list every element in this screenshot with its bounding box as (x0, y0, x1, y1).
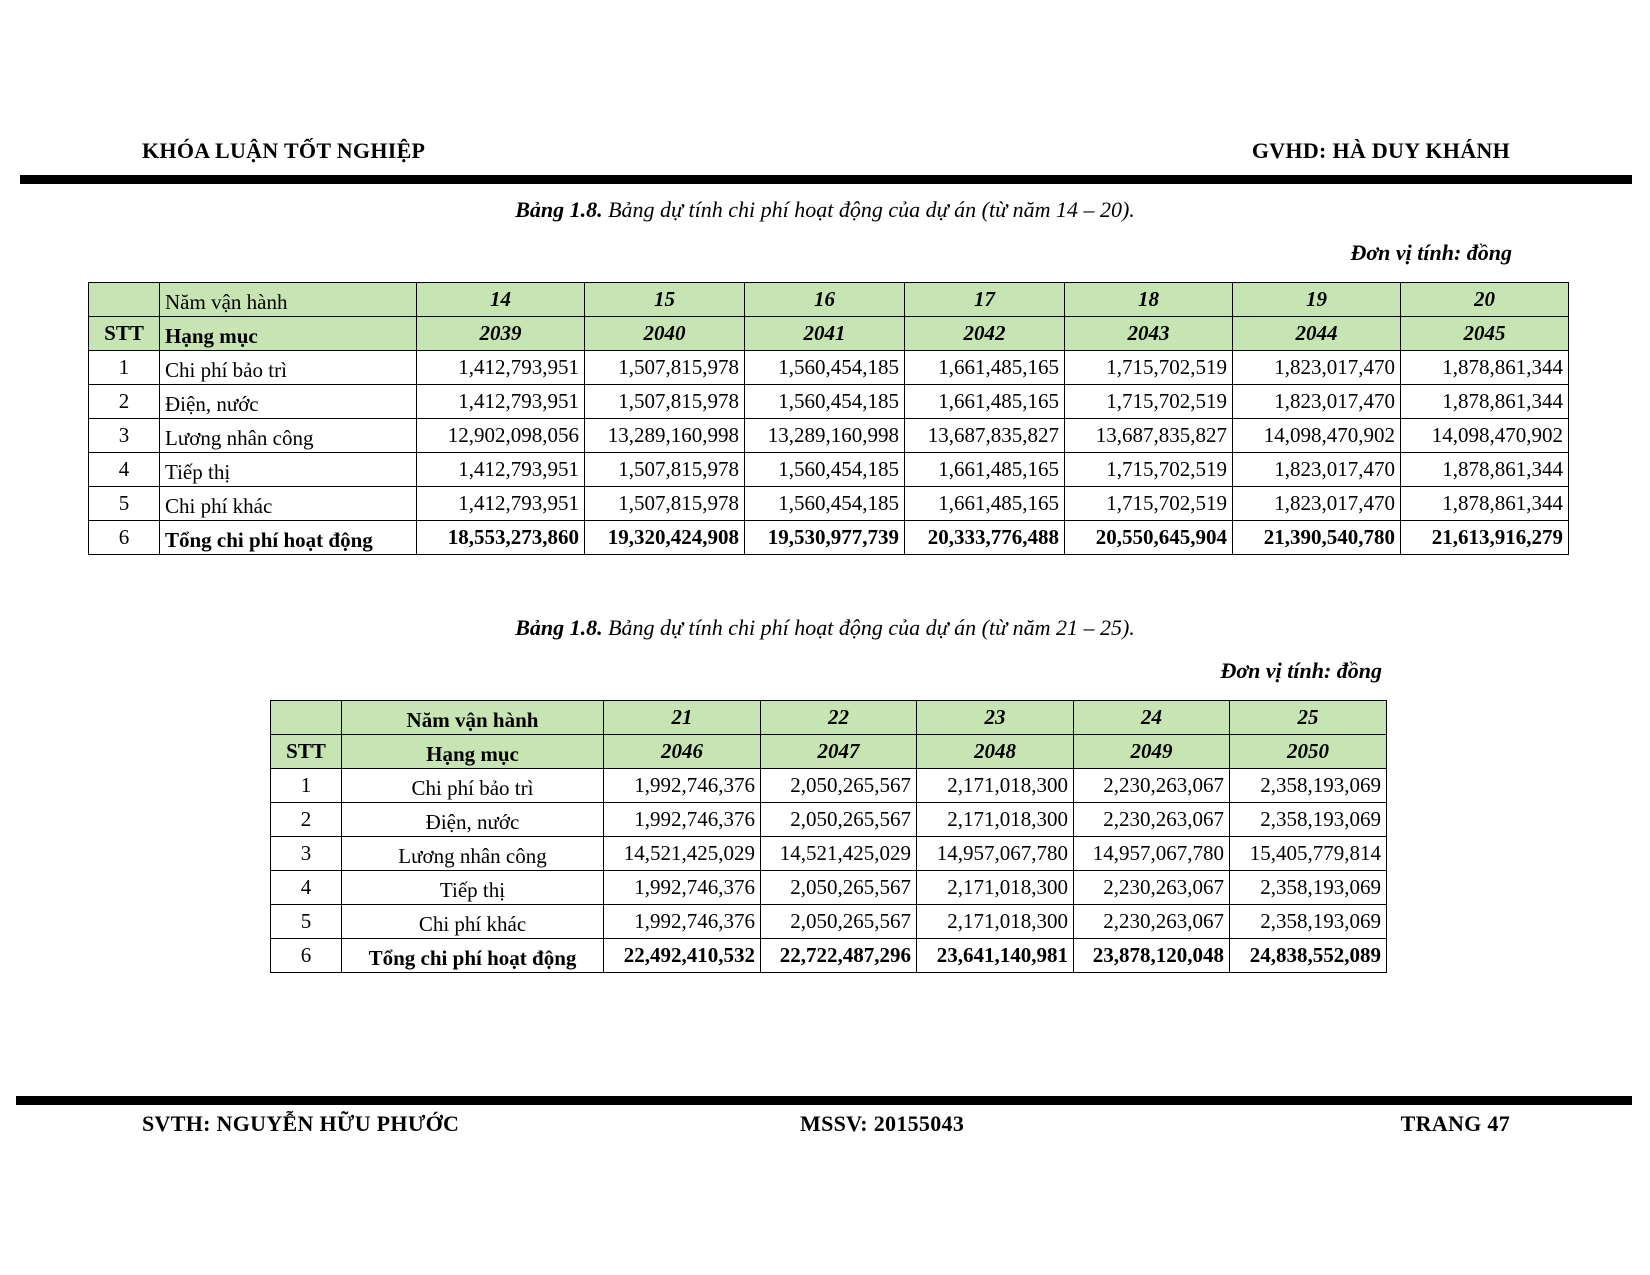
row-item-name: Chi phí khác (342, 905, 604, 939)
row-value-cell: 14,957,067,780 (917, 837, 1074, 871)
table2 (270, 700, 1387, 973)
row-value-cell: 21,613,916,279 (1401, 521, 1569, 555)
row-stt: 6 (271, 939, 342, 973)
table-row (271, 905, 1387, 939)
table1-calendar-year: 2040 (585, 317, 745, 351)
row-item-name: Tiếp thị (160, 453, 417, 487)
table2-header-row-calendar (271, 735, 1387, 769)
table1-caption (0, 197, 1650, 223)
row-value-cell: 1,992,746,376 (604, 871, 761, 905)
row-stt: 2 (89, 385, 160, 419)
table2-year: 22 (761, 701, 917, 735)
row-item-name: Tổng chi phí hoạt động (160, 521, 417, 555)
table-row (271, 871, 1387, 905)
row-value-cell: 1,715,702,519 (1065, 351, 1233, 385)
row-value-cell: 21,390,540,780 (1233, 521, 1401, 555)
row-value-cell: 1,992,746,376 (604, 769, 761, 803)
row-value-cell: 1,878,861,344 (1401, 385, 1569, 419)
row-value-cell: 14,957,067,780 (1074, 837, 1230, 871)
row-value-cell: 1,560,454,185 (745, 453, 905, 487)
row-value-cell: 1,878,861,344 (1401, 487, 1569, 521)
footer-rule (16, 1096, 1632, 1105)
row-value-cell: 22,722,487,296 (761, 939, 917, 973)
row-value-cell: 1,507,815,978 (585, 351, 745, 385)
row-value-cell: 13,289,160,998 (745, 419, 905, 453)
table1-caption-text: Bảng dự tính chi phí hoạt động của dự án (từ năm 14 – 20). (602, 197, 1135, 222)
table-row (89, 385, 1569, 419)
table2-year: 23 (917, 701, 1074, 735)
table-row (271, 939, 1387, 973)
table1-header-row-calendar (89, 317, 1569, 351)
row-stt: 4 (271, 871, 342, 905)
row-value-cell: 13,289,160,998 (585, 419, 745, 453)
row-item-name: Tiếp thị (342, 871, 604, 905)
row-value-cell: 14,098,470,902 (1401, 419, 1569, 453)
table2-corner-cell (271, 701, 342, 735)
row-value-cell: 1,507,815,978 (585, 453, 745, 487)
row-value-cell: 1,823,017,470 (1233, 385, 1401, 419)
row-value-cell: 2,358,193,069 (1230, 803, 1387, 837)
row-stt: 3 (271, 837, 342, 871)
row-value-cell: 20,550,645,904 (1065, 521, 1233, 555)
table2-header-row-years (271, 701, 1387, 735)
row-stt: 5 (271, 905, 342, 939)
table1-corner-cell (89, 283, 160, 317)
table-row (89, 453, 1569, 487)
row-value-cell: 1,878,861,344 (1401, 453, 1569, 487)
row-value-cell: 20,333,776,488 (905, 521, 1065, 555)
table2-calendar-year: 2049 (1074, 735, 1230, 769)
row-value-cell: 1,715,702,519 (1065, 487, 1233, 521)
row-item-name: Điện, nước (342, 803, 604, 837)
row-stt: 6 (89, 521, 160, 555)
row-value-cell: 1,661,485,165 (905, 351, 1065, 385)
row-value-cell: 2,230,263,067 (1074, 871, 1230, 905)
row-value-cell: 1,560,454,185 (745, 351, 905, 385)
table2-calendar-year: 2050 (1230, 735, 1387, 769)
row-value-cell: 23,641,140,981 (917, 939, 1074, 973)
table2-calendar-year: 2046 (604, 735, 761, 769)
row-value-cell: 2,171,018,300 (917, 871, 1074, 905)
row-value-cell: 22,492,410,532 (604, 939, 761, 973)
row-value-cell: 2,050,265,567 (761, 905, 917, 939)
table2-calendar-year: 2048 (917, 735, 1074, 769)
footer-student-id: MSSV: 20155043 (800, 1111, 965, 1136)
row-value-cell: 1,507,815,978 (585, 487, 745, 521)
table2-calendar-year: 2047 (761, 735, 917, 769)
table2-caption-label: Bảng 1.8. (515, 615, 603, 640)
row-value-cell: 1,992,746,376 (604, 803, 761, 837)
table1-calendar-year: 2043 (1065, 317, 1233, 351)
table2-year: 21 (604, 701, 761, 735)
row-value-cell: 1,823,017,470 (1233, 351, 1401, 385)
table1-year: 20 (1401, 283, 1569, 317)
table1-caption-label: Bảng 1.8. (515, 197, 603, 222)
row-item-name: Lương nhân công (160, 419, 417, 453)
header-title: KHÓA LUẬN TỐT NGHIỆP (142, 138, 426, 163)
row-value-cell: 15,405,779,814 (1230, 837, 1387, 871)
row-stt: 1 (89, 351, 160, 385)
table1-item-label: Hạng mục (160, 317, 417, 351)
row-stt: 2 (271, 803, 342, 837)
row-stt: 4 (89, 453, 160, 487)
row-stt: 3 (89, 419, 160, 453)
row-stt: 5 (89, 487, 160, 521)
table1-calendar-year: 2045 (1401, 317, 1569, 351)
row-value-cell: 14,098,470,902 (1233, 419, 1401, 453)
table1-calendar-year: 2041 (745, 317, 905, 351)
row-value-cell: 2,050,265,567 (761, 769, 917, 803)
row-value-cell: 1,661,485,165 (905, 487, 1065, 521)
table1-calendar-year: 2042 (905, 317, 1065, 351)
table-row (89, 521, 1569, 555)
table-row (271, 769, 1387, 803)
footer-page-number: TRANG 47 (1400, 1111, 1510, 1136)
table1-year: 14 (417, 283, 585, 317)
row-value-cell: 2,171,018,300 (917, 803, 1074, 837)
row-value-cell: 1,412,793,951 (417, 385, 585, 419)
row-value-cell: 13,687,835,827 (905, 419, 1065, 453)
row-value-cell: 2,171,018,300 (917, 769, 1074, 803)
row-value-cell: 1,661,485,165 (905, 453, 1065, 487)
row-item-name: Chi phí khác (160, 487, 417, 521)
row-stt: 1 (271, 769, 342, 803)
header-supervisor: GVHD: HÀ DUY KHÁNH (1251, 138, 1510, 163)
header-rule (20, 175, 1632, 184)
table2-year-label: Năm vận hành (342, 701, 604, 735)
row-value-cell: 19,320,424,908 (585, 521, 745, 555)
row-item-name: Chi phí bảo trì (160, 351, 417, 385)
row-item-name: Lương nhân công (342, 837, 604, 871)
table2-year: 25 (1230, 701, 1387, 735)
table1-year: 19 (1233, 283, 1401, 317)
table2-year: 24 (1074, 701, 1230, 735)
row-item-name: Tổng chi phí hoạt động (342, 939, 604, 973)
table1-calendar-year: 2039 (417, 317, 585, 351)
table1-year: 17 (905, 283, 1065, 317)
row-item-name: Chi phí bảo trì (342, 769, 604, 803)
row-value-cell: 14,521,425,029 (761, 837, 917, 871)
table2-item-label: Hạng mục (342, 735, 604, 769)
table-row (89, 487, 1569, 521)
table1-year: 18 (1065, 283, 1233, 317)
row-value-cell: 23,878,120,048 (1074, 939, 1230, 973)
row-value-cell: 1,823,017,470 (1233, 487, 1401, 521)
row-value-cell: 2,358,193,069 (1230, 905, 1387, 939)
row-value-cell: 1,507,815,978 (585, 385, 745, 419)
row-value-cell: 1,412,793,951 (417, 487, 585, 521)
row-value-cell: 2,050,265,567 (761, 871, 917, 905)
row-value-cell: 2,171,018,300 (917, 905, 1074, 939)
row-value-cell: 1,715,702,519 (1065, 385, 1233, 419)
table-row (271, 837, 1387, 871)
row-value-cell: 24,838,552,089 (1230, 939, 1387, 973)
row-value-cell: 1,412,793,951 (417, 351, 585, 385)
table-row (271, 803, 1387, 837)
table1-year: 16 (745, 283, 905, 317)
table1-stt-header: STT (89, 317, 160, 351)
table1-unit: Đơn vị tính: đồng (1350, 240, 1512, 265)
table1-year-label: Năm vận hành (160, 283, 417, 317)
row-value-cell: 1,560,454,185 (745, 385, 905, 419)
table2-stt-header: STT (271, 735, 342, 769)
row-value-cell: 1,661,485,165 (905, 385, 1065, 419)
row-value-cell: 1,560,454,185 (745, 487, 905, 521)
table-row (89, 351, 1569, 385)
row-value-cell: 2,358,193,069 (1230, 769, 1387, 803)
table1-header-row-years (89, 283, 1569, 317)
row-value-cell: 2,050,265,567 (761, 803, 917, 837)
footer-student: SVTH: NGUYỄN HỮU PHƯỚC (142, 1111, 460, 1136)
table2-unit: Đơn vị tính: đồng (1220, 658, 1382, 683)
row-value-cell: 2,230,263,067 (1074, 803, 1230, 837)
row-value-cell: 1,412,793,951 (417, 453, 585, 487)
row-value-cell: 13,687,835,827 (1065, 419, 1233, 453)
row-value-cell: 2,358,193,069 (1230, 871, 1387, 905)
row-value-cell: 14,521,425,029 (604, 837, 761, 871)
row-value-cell: 1,715,702,519 (1065, 453, 1233, 487)
row-value-cell: 19,530,977,739 (745, 521, 905, 555)
table-row (89, 419, 1569, 453)
row-value-cell: 18,553,273,860 (417, 521, 585, 555)
table2-caption-text: Bảng dự tính chi phí hoạt động của dự án (từ năm 21 – 25). (602, 615, 1135, 640)
row-item-name: Điện, nước (160, 385, 417, 419)
table1 (88, 282, 1569, 555)
row-value-cell: 2,230,263,067 (1074, 769, 1230, 803)
row-value-cell: 1,878,861,344 (1401, 351, 1569, 385)
table1-year: 15 (585, 283, 745, 317)
row-value-cell: 1,823,017,470 (1233, 453, 1401, 487)
table2-caption (0, 615, 1650, 641)
table1-calendar-year: 2044 (1233, 317, 1401, 351)
row-value-cell: 12,902,098,056 (417, 419, 585, 453)
row-value-cell: 1,992,746,376 (604, 905, 761, 939)
row-value-cell: 2,230,263,067 (1074, 905, 1230, 939)
